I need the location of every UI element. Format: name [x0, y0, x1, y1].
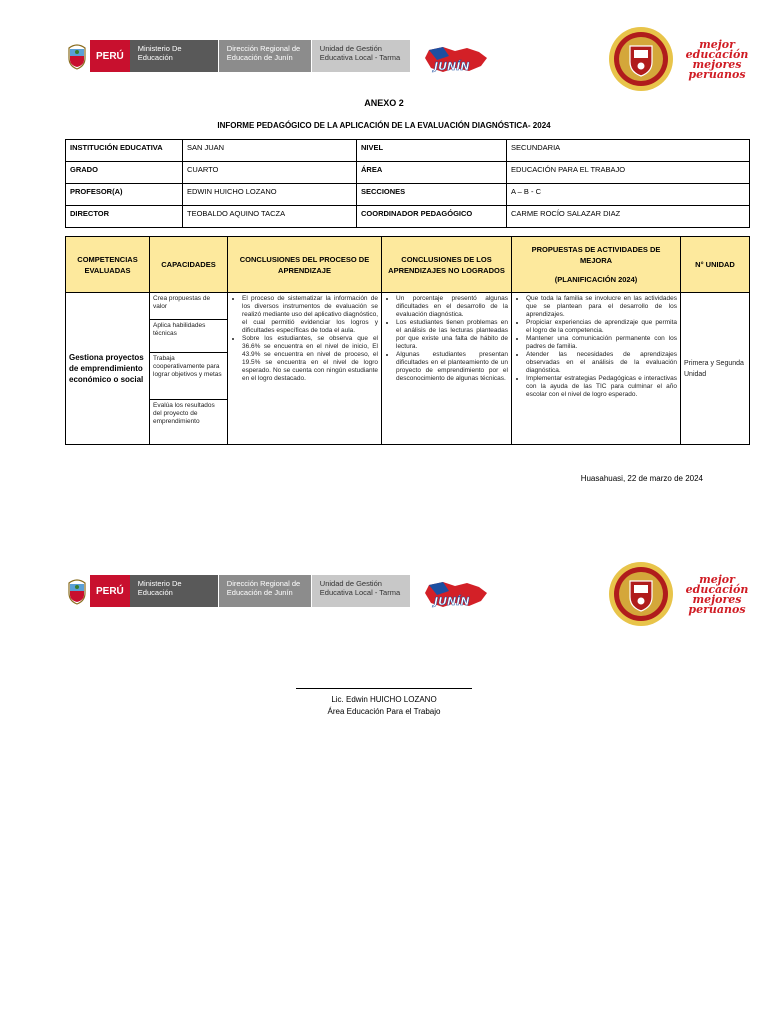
list-item: • Atender las necesidades de aprendizajes observadas en el análisis de la evaluación diagnóstica.	[526, 351, 677, 375]
ministerio-label: Ministerio De Educación	[130, 40, 218, 72]
capacidad-item: Crea propuestas de valor	[150, 293, 227, 320]
header-propuestas	[512, 237, 681, 293]
competencia-cell: Gestiona proyectos de emprendimiento económico o social	[66, 293, 150, 445]
list-item: • Propiciar experiencias de aprendizaje que permita el logro de la competencia.	[526, 319, 677, 335]
conclusiones-cell	[228, 293, 382, 445]
direccion-regional-label: Dirección Regional de Educación de Junín	[218, 40, 311, 72]
document-subtitle: INFORME PEDAGÓGICO DE LA APLICACIÓN DE LA EVALUACIÓN DIAGNÓSTICA- 2024	[217, 121, 551, 130]
profesor-label: PROFESOR(A)	[66, 184, 183, 206]
slogan: mejor educación mejores peruanos	[685, 573, 749, 616]
peru-label: PERÚ	[90, 575, 130, 607]
direccion-regional-label: Dirección Regional de Educación de Junín	[218, 575, 311, 607]
profesor-value: EDWIN HUICHO LOZANO	[183, 184, 357, 206]
junin-wordmark: JUNÍN	[434, 595, 470, 608]
secciones-label: SECCIONES	[357, 184, 507, 206]
list-item: • Que toda la familia se involucre en las actividades que se plantean para el desarrollo de los aprendizajes.	[526, 295, 677, 319]
list-item: • El proceso de sistematizar la información de los diversos instrumentos de evaluación se realizó mediante uso del aplicativo diagnóstico, el cual permitió evidenciar los logros y dificultades específicas de toda el aula.	[242, 295, 378, 335]
header-no-logrados: CONCLUSIONES DE LOS APRENDIZAJES NO LOGRADOS	[382, 237, 512, 293]
minedu-logo	[64, 40, 410, 72]
table-row	[66, 162, 750, 184]
list-item: • Un porcentaje presentó algunas dificultades en el desarrollo de la evaluación diagnóstica.	[396, 295, 508, 319]
minedu-logo	[64, 575, 410, 607]
capacidad-item: Evalúa los resultados del proyecto de emprendimiento	[153, 402, 215, 425]
grado-label: GRADO	[66, 162, 183, 184]
logo-bar-bottom	[64, 563, 754, 627]
assessment-table	[65, 236, 750, 445]
institucion-value: SAN JUAN	[183, 140, 357, 162]
signature-line	[296, 688, 472, 689]
ugel-label: Unidad de Gestión Educativa Local - Tarma	[311, 40, 410, 72]
table-row	[66, 140, 750, 162]
junin-wordmark: JUNÍN	[434, 60, 470, 73]
propuestas-cell	[512, 293, 681, 445]
institution-seal-icon	[608, 561, 674, 627]
ministerio-label: Ministerio De Educación	[130, 575, 218, 607]
document-title: ANEXO 2	[364, 98, 404, 108]
document-date: Huasahuasi, 22 de marzo de 2024	[580, 474, 703, 483]
table-header-row	[66, 237, 750, 293]
slogan: mejor educación mejores peruanos	[685, 38, 749, 81]
nivel-label: NIVEL	[357, 140, 507, 162]
capacidad-item: Trabaja cooperativamente para lograr objetivos y metas	[150, 353, 227, 400]
director-label: DIRECTOR	[66, 206, 183, 228]
nivel-value: SECUNDARIA	[507, 140, 750, 162]
unidad-cell: Primera y Segunda Unidad	[681, 293, 750, 445]
list-item: • Mantener una comunicación permanente con los padres de familia.	[526, 335, 677, 351]
secciones-value: A – B - C	[507, 184, 750, 206]
institution-seal-icon	[608, 26, 674, 92]
area-value: EDUCACIÓN PARA EL TRABAJO	[507, 162, 750, 184]
list-item: • Implementar estrategias Pedagógicas e interactivas con la ayuda de las TIC para culminar el año escolar con el nivel de logro esperado.	[526, 375, 677, 399]
signature-block	[0, 682, 768, 718]
list-item: • Los estudiantes tienen problemas en el análisis de las lecturas planteadas por que existe una falta de hábito de lectura.	[396, 319, 508, 351]
coordinador-label: COORDINADOR PEDAGÓGICO	[357, 206, 507, 228]
peru-label: PERÚ	[90, 40, 130, 72]
coordinador-value: CARME ROCÍO SALAZAR DIAZ	[507, 206, 750, 228]
table-row	[66, 293, 750, 445]
header-unidad: N° UNIDAD	[681, 237, 750, 293]
header-planificacion-label: (PLANIFICACIÓN 2024)	[554, 275, 638, 284]
table-row	[66, 184, 750, 206]
logo-bar-top	[64, 28, 754, 92]
coat-of-arms-icon	[64, 575, 90, 607]
header-capacidades: CAPACIDADES	[150, 237, 228, 293]
junin-logo	[421, 44, 491, 76]
no-logrados-cell	[382, 293, 512, 445]
coat-of-arms-icon	[64, 40, 90, 72]
grado-value: CUARTO	[183, 162, 357, 184]
area-label: ÁREA	[357, 162, 507, 184]
table-row	[66, 206, 750, 228]
signature-role: Área Educación Para el Trabajo	[327, 707, 441, 716]
header-competencias: COMPETENCIAS EVALUADAS	[66, 237, 150, 293]
signature-name: Lic. Edwin HUICHO LOZANO	[331, 695, 437, 704]
list-item: • Algunas estudiantes presentan dificultades en el planteamiento de un proyecto de emprendimiento por el desconocimiento de algunas técnicas.	[396, 351, 508, 383]
junin-logo	[421, 579, 491, 611]
capacidad-item: Aplica habilidades técnicas	[150, 320, 227, 353]
list-item: • Sobre los estudiantes, se observa que el 36.6% se encuentra en el nivel de inicio, El 43.9% se encuentra en nivel de proceso, el 19.5% se encuentra en el nivel de logro esperado. No se cuenta con ningún estudiante en el logro destacado.	[242, 335, 378, 383]
info-table	[65, 139, 750, 228]
header-propuestas-label: PROPUESTAS DE ACTIVIDADES DE MEJORA	[531, 245, 661, 265]
ugel-label: Unidad de Gestión Educativa Local - Tarma	[311, 575, 410, 607]
header-conclusiones: CONCLUSIONES DEL PROCESO DE APRENDIZAJE	[228, 237, 382, 293]
institucion-label: INSTITUCIÓN EDUCATIVA	[66, 140, 183, 162]
director-value: TEOBALDO AQUINO TACZA	[183, 206, 357, 228]
capacidades-cell	[150, 293, 228, 445]
